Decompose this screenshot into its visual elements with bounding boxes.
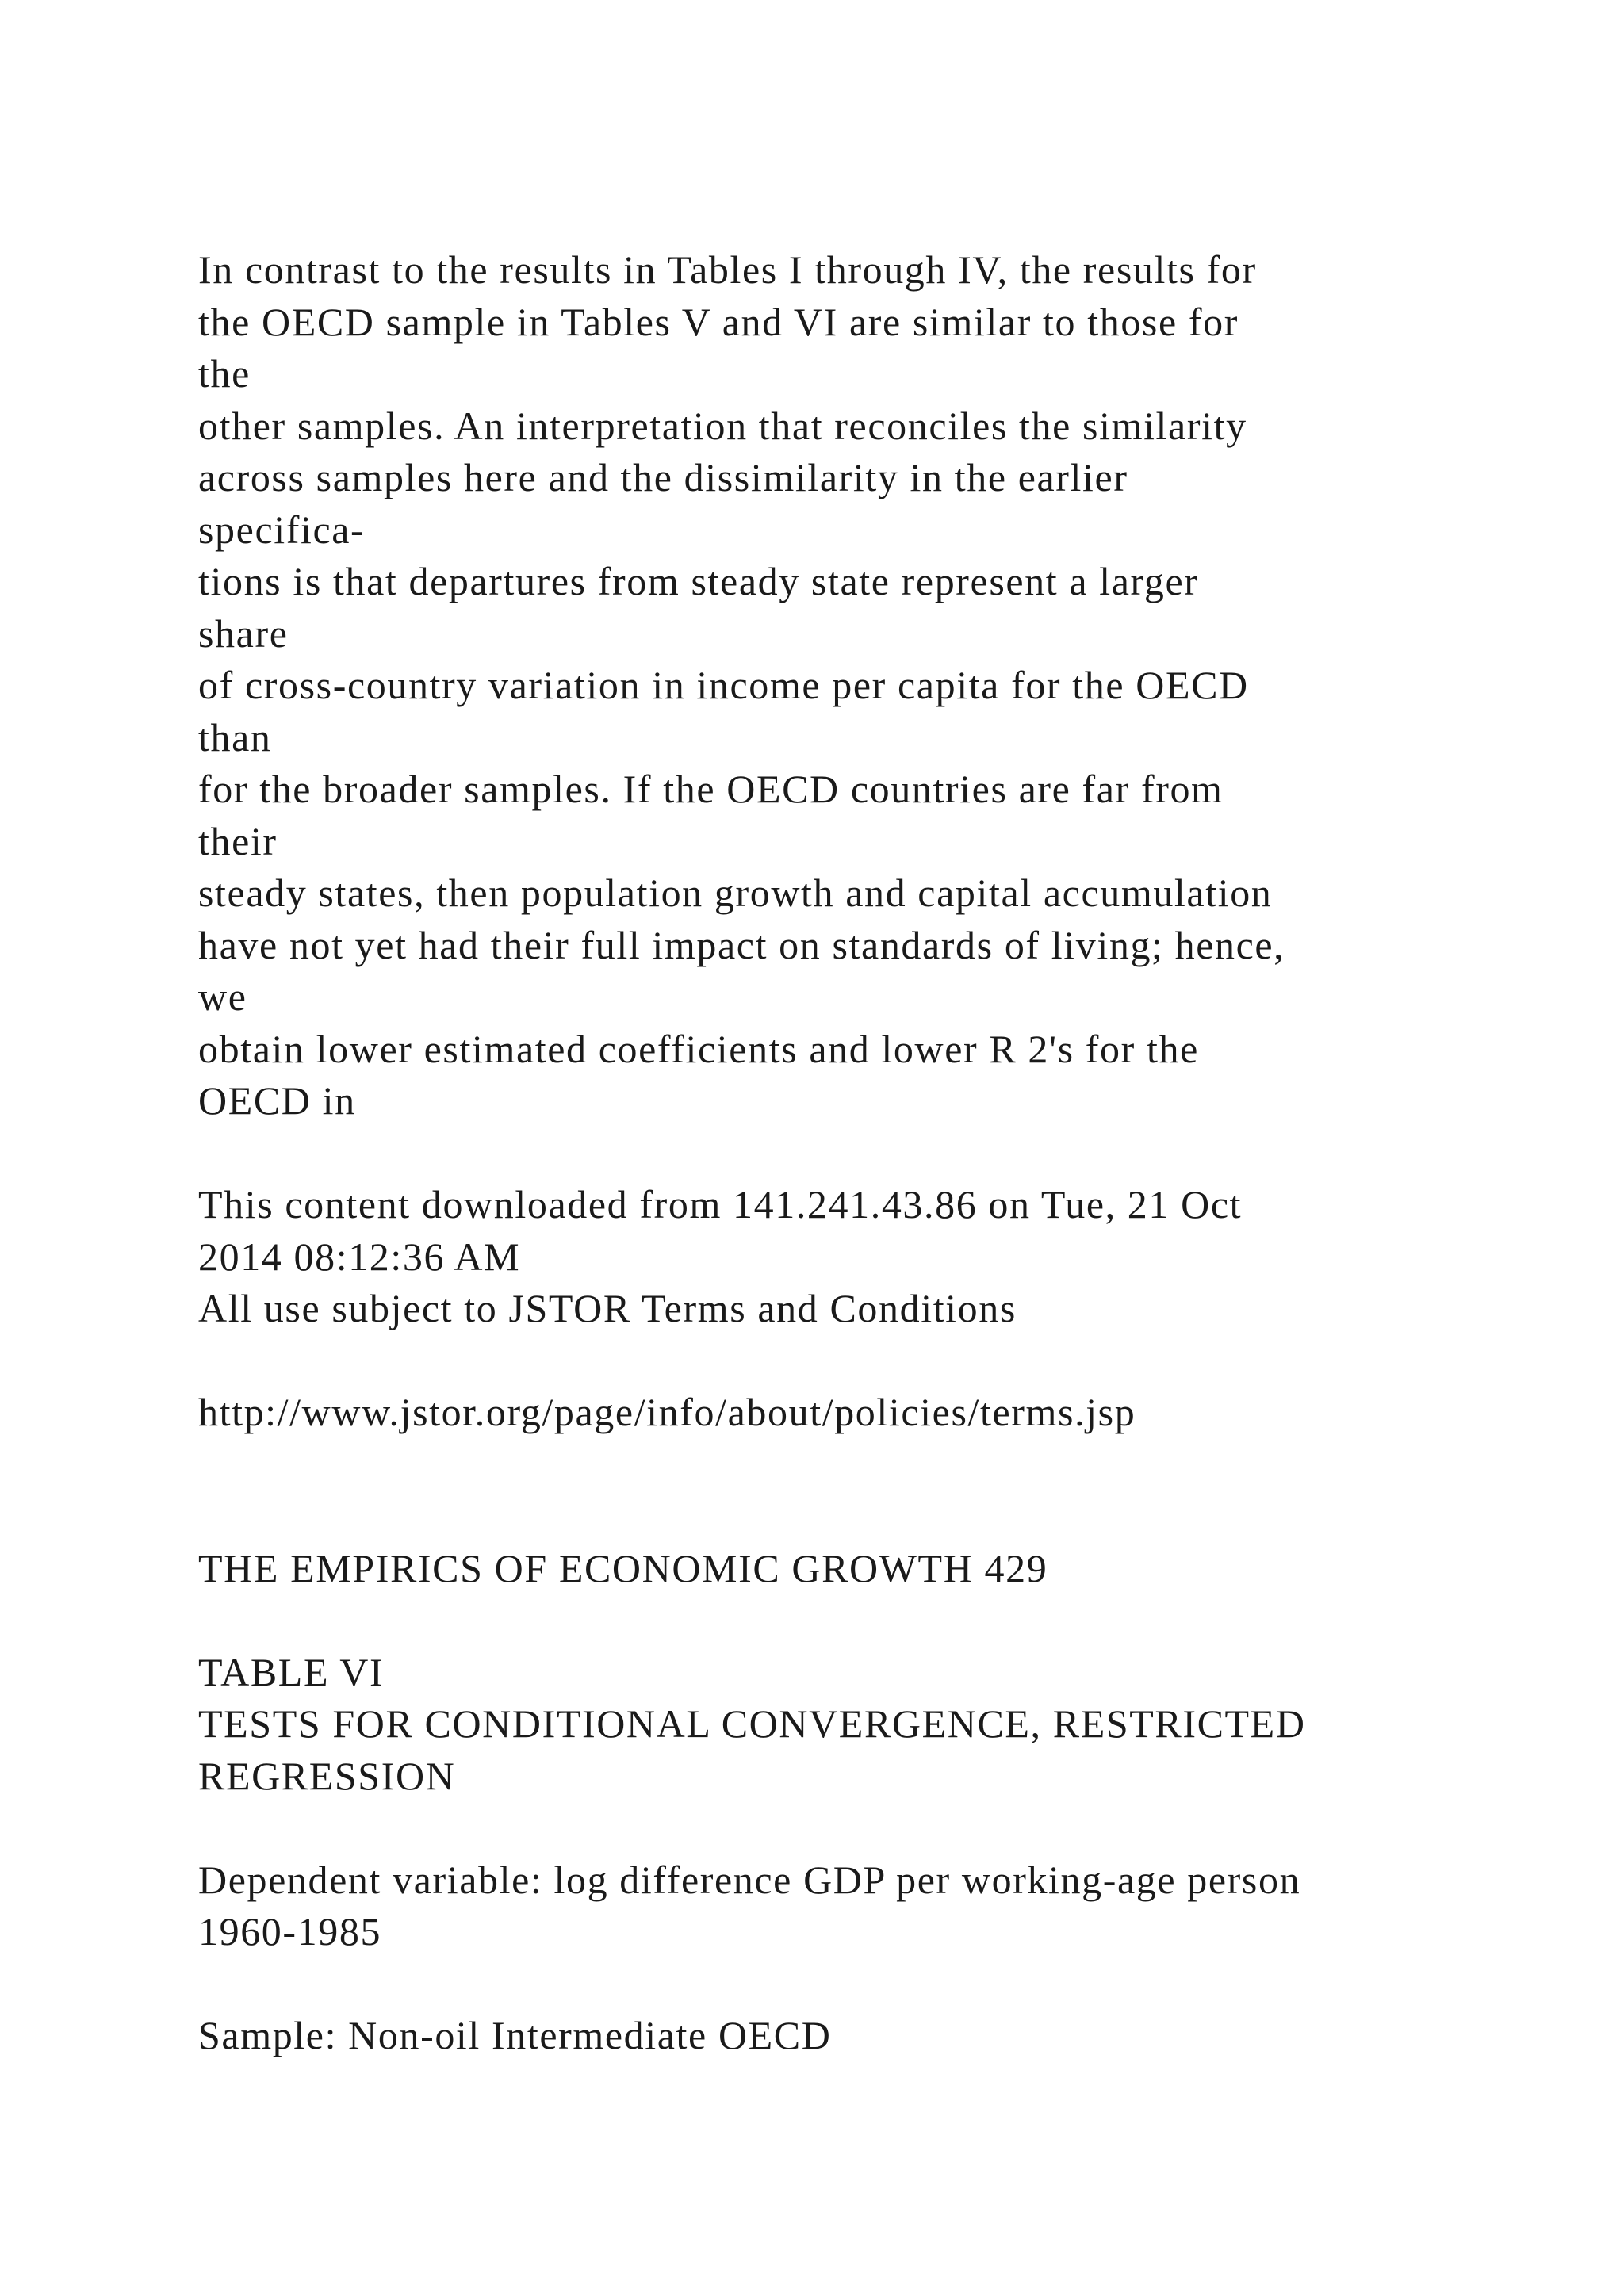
paragraph-line: the bbox=[198, 351, 251, 396]
dependent-variable-line: 1960-1985 bbox=[198, 1909, 382, 1954]
download-info-line: This content downloaded from 141.241.43.86 on Tue, 21 Oct bbox=[198, 1182, 1243, 1226]
terms-text: All use subject to JSTOR Terms and Conditions bbox=[198, 1286, 1017, 1330]
paragraph-line: across samples here and the dissimilarity in the earlier bbox=[198, 455, 1128, 499]
paragraph-line: specifica- bbox=[198, 507, 366, 552]
paragraph-line: the OECD sample in Tables V and VI are similar to those for bbox=[198, 299, 1239, 344]
paragraph-line: OECD in bbox=[198, 1078, 356, 1123]
dependent-variable-line: Dependent variable: log difference GDP per working-age person bbox=[198, 1857, 1301, 1902]
paragraph-line: have not yet had their full impact on standards of living; hence, bbox=[198, 922, 1285, 967]
paragraph-line: than bbox=[198, 714, 272, 760]
paragraph-line: share bbox=[198, 610, 289, 656]
paragraph-line: tions is that departures from steady state represent a larger bbox=[198, 559, 1199, 603]
paragraph-line: for the broader samples. If the OECD countries are far from bbox=[198, 767, 1224, 811]
body-paragraph bbox=[198, 244, 1594, 1127]
running-head: THE EMPIRICS OF ECONOMIC GROWTH 429 bbox=[198, 1545, 1048, 1590]
paragraph-line: steady states, then population growth and capital accumulation bbox=[198, 871, 1273, 915]
paragraph-line: their bbox=[198, 818, 278, 863]
download-notice bbox=[198, 1179, 1594, 1335]
table-title-line: TESTS FOR CONDITIONAL CONVERGENCE, RESTRICTED bbox=[198, 1701, 1306, 1746]
dependent-variable bbox=[198, 1854, 1594, 1958]
paragraph-line: In contrast to the results in Tables I through IV, the results for bbox=[198, 247, 1257, 292]
paragraph-line: of cross-country variation in income per capita for the OECD bbox=[198, 663, 1249, 707]
table-label: TABLE VI bbox=[198, 1649, 385, 1694]
paragraph-line: we bbox=[198, 974, 247, 1019]
paragraph-line: other samples. An interpretation that reconciles the similarity bbox=[198, 403, 1247, 448]
table-title-line: REGRESSION bbox=[198, 1753, 456, 1798]
paragraph-line: obtain lower estimated coefficients and lower R 2's for the bbox=[198, 1026, 1199, 1071]
table-heading bbox=[198, 1647, 1594, 1803]
document-page bbox=[198, 244, 1594, 2062]
sample-line: Sample: Non-oil Intermediate OECD bbox=[198, 2013, 832, 2057]
download-info-line: 2014 08:12:36 AM bbox=[198, 1234, 521, 1279]
terms-url: http://www.jstor.org/page/info/about/policies/terms.jsp bbox=[198, 1390, 1136, 1434]
